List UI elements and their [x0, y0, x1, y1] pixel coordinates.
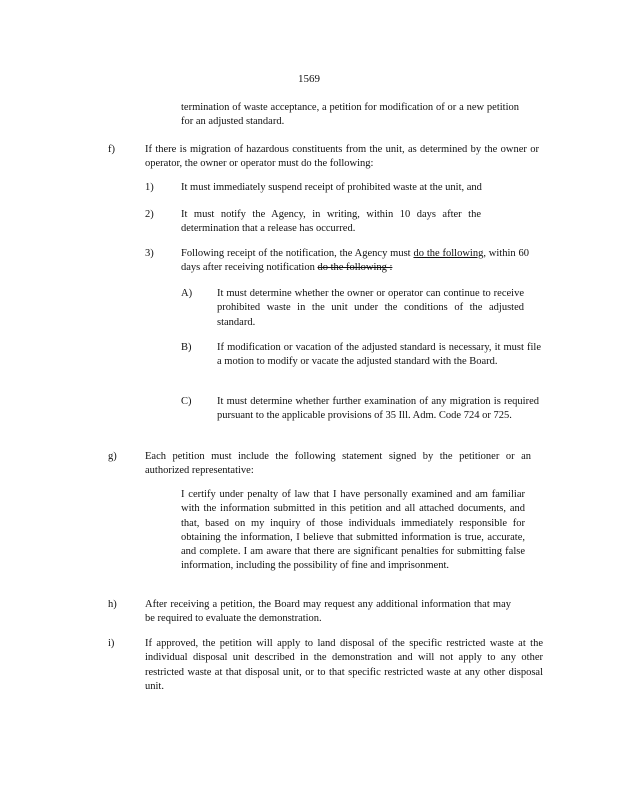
section-f-text: If there is migration of hazardous constituents from the unit, as determined by the owner or operator, the owner or operator must do the following:: [145, 144, 539, 170]
subitem-c-text: It must determine whether further examination of any migration is required pursuant to the applicable provisions of 35 Ill. Adm. Code 724 or 725.: [217, 396, 539, 422]
section-f-label: f): [108, 144, 115, 155]
item-3-text-b: , within 60 days after receiving notification: [181, 248, 529, 274]
subitem-c-label: C): [181, 396, 192, 407]
item-3-underlined-insertion: do the following: [413, 248, 484, 259]
item-3-label: 3): [145, 248, 154, 259]
intro-continuation: termination of waste acceptance, a petition for modification of or a new petition for an adjusted standard.: [181, 102, 519, 128]
item-1-label: 1): [145, 182, 154, 193]
section-g-label: g): [108, 451, 117, 462]
section-g-text: Each petition must include the following statement signed by the petitioner or an authorized representative:: [145, 451, 531, 477]
certification-statement: I certify under penalty of law that I have personally examined and am familiar with the information submitted in this petition and all attached documents, and that, based on my inquiry of those individuals immediately responsible for obtaining the information, I believe that submitted information is true, accurate, and complete. I am aware that there are significant penalties for submitting false information, including the possibility of fine and imprisonment.: [181, 489, 525, 572]
section-h-text: After receiving a petition, the Board may request any additional information that may be required to evaluate the demonstration.: [145, 599, 511, 625]
subitem-b-label: B): [181, 342, 192, 353]
section-h-label: h): [108, 599, 117, 610]
section-i-text: If approved, the petition will apply to land disposal of the specific restricted waste at the individual disposal unit described in the demonstration and will not apply to any other restricted waste at that disposal unit, or to that specific restricted waste at any other disposal unit.: [145, 638, 543, 692]
item-1-text: It must immediately suspend receipt of prohibited waste at the unit, and: [181, 182, 482, 193]
section-i-label: i): [108, 638, 115, 649]
item-3-text-a: Following receipt of the notification, the Agency must: [181, 248, 414, 259]
item-3-struck-deletion: do the following :: [317, 262, 393, 274]
subitem-a-label: A): [181, 288, 193, 299]
item-2-label: 2): [145, 209, 154, 220]
subitem-a-text: It must determine whether the owner or operator can continue to receive prohibited waste in the unit under the conditions of the adjusted standard.: [217, 288, 524, 328]
subitem-b-text: If modification or vacation of the adjusted standard is necessary, it must file a motion to modify or vacate the adjusted standard with the Board.: [217, 342, 541, 368]
item-3-text: [181, 247, 529, 276]
item-2-text: It must notify the Agency, in writing, within 10 days after the determination that a release has occurred.: [181, 209, 481, 235]
page-number: 1569: [298, 73, 320, 85]
